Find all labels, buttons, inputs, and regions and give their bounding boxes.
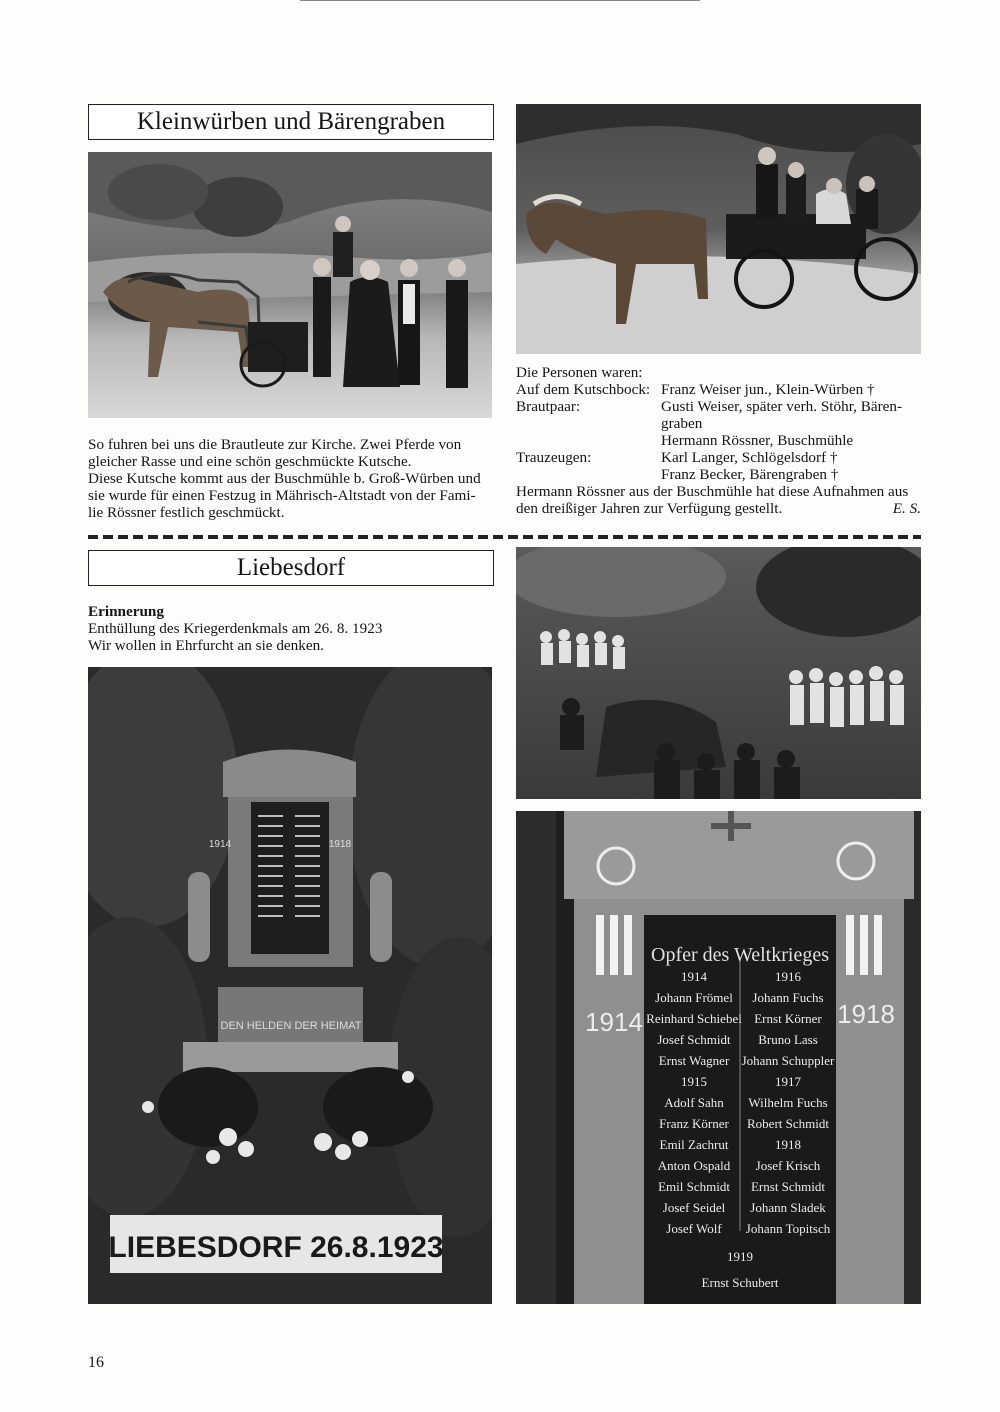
erinnerung-heading: Erinnerung bbox=[88, 603, 164, 620]
section-divider bbox=[88, 535, 921, 539]
plaque-right-entry: Ernst Körner bbox=[754, 1011, 822, 1026]
plaque-left-entry: Emil Schmidt bbox=[658, 1179, 730, 1194]
credit-line: den dreißiger Jahren zur Verfügung gestellt. E. S. bbox=[516, 500, 921, 517]
persons-list bbox=[516, 364, 921, 517]
plaque-left-entry: Anton Ospald bbox=[657, 1158, 731, 1173]
plaque-header: Opfer des Weltkrieges bbox=[651, 944, 829, 966]
plaque-right-entry: Johann Topitsch bbox=[745, 1221, 831, 1236]
plaque-left-entry: Ernst Wagner bbox=[658, 1053, 730, 1068]
erinnerung-text bbox=[88, 603, 492, 654]
plaque-left-entry: 1915 bbox=[681, 1074, 707, 1089]
plaque-footer-name: Ernst Schubert bbox=[701, 1275, 779, 1290]
plaque-right-entry: 1918 bbox=[775, 1137, 801, 1152]
monument-inscription: DEN HELDEN DER HEIMAT bbox=[220, 1020, 362, 1032]
page-top-rule bbox=[300, 0, 700, 1]
caption-line: So fuhren bei uns die Brautleute zur Kirche. Zwei Pferde von bbox=[88, 436, 462, 453]
plaque-right-entry: 1916 bbox=[775, 969, 801, 984]
section-title-kleinwuerben: Kleinwürben und Bärengraben bbox=[88, 104, 494, 140]
page-number: 16 bbox=[88, 1354, 104, 1371]
person-row: Brautpaar: Gusti Weiser, später verh. Stöhr, Bären- bbox=[516, 398, 903, 415]
plaque-right-entry: Josef Krisch bbox=[755, 1158, 821, 1173]
photo-unveiling-crowd bbox=[516, 547, 921, 799]
monument-year-right: 1918 bbox=[328, 839, 352, 850]
plaque-footer-year: 1919 bbox=[727, 1249, 753, 1264]
plaque-right-entry: Bruno Lass bbox=[758, 1032, 818, 1047]
signature: E. S. bbox=[892, 500, 921, 517]
persons-intro: Die Personen waren: bbox=[516, 364, 643, 381]
monument-banner-text: LIEBESDORF 26.8.1923 bbox=[108, 1231, 444, 1264]
plaque-left-entry: 1914 bbox=[681, 969, 707, 984]
person-row: graben bbox=[661, 415, 703, 432]
plaque-right-entry: Johann Fuchs bbox=[752, 990, 824, 1005]
photo-carriage bbox=[516, 104, 921, 354]
person-row: Auf dem Kutschbock: Franz Weiser jun., Klein-Würben † bbox=[516, 381, 875, 398]
plaque-year-left: 1914 bbox=[585, 1007, 643, 1037]
credit-line: Hermann Rössner aus der Buschmühle hat diese Aufnahmen aus bbox=[516, 483, 909, 500]
caption-line: Diese Kutsche kommt aus der Buschmühle b. Groß-Würben und bbox=[88, 470, 481, 487]
plaque-right-entry: Ernst Schmidt bbox=[750, 1179, 826, 1194]
plaque-left-entry: Josef Schmidt bbox=[657, 1032, 731, 1047]
plaque-left-entry: Josef Wolf bbox=[666, 1221, 722, 1236]
monument-year-left: 1914 bbox=[208, 839, 232, 850]
plaque-right-entry: Johann Sladek bbox=[750, 1200, 826, 1215]
erinnerung-line: Enthüllung des Kriegerdenkmals am 26. 8. 1923 bbox=[88, 620, 383, 637]
plaque-right-entry: Wilhelm Fuchs bbox=[748, 1095, 828, 1110]
plaque-left-entry: Johann Frömel bbox=[655, 990, 733, 1005]
plaque-left-entry: Josef Seidel bbox=[662, 1200, 726, 1215]
caption-line: sie wurde für einen Festzug in Mährisch-Altstadt von der Fami- bbox=[88, 487, 476, 504]
plaque-year-right: 1918 bbox=[837, 999, 895, 1029]
photo-memorial-plaque bbox=[516, 811, 921, 1304]
section-title-liebesdorf: Liebesdorf bbox=[88, 550, 494, 586]
caption-line: lie Rössner festlich geschmückt. bbox=[88, 504, 285, 521]
photo-wedding-party bbox=[88, 152, 492, 418]
person-row: Trauzeugen: Karl Langer, Schlögelsdorf † bbox=[516, 449, 838, 466]
caption-line: gleicher Rasse und eine schön geschmückte Kutsche. bbox=[88, 453, 412, 470]
plaque-right-entry: Johann Schuppler bbox=[741, 1053, 835, 1068]
plaque-right-entry: Robert Schmidt bbox=[747, 1116, 829, 1131]
plaque-left-entry: Reinhard Schiebel bbox=[646, 1011, 742, 1026]
plaque-left-entry: Franz Körner bbox=[659, 1116, 729, 1131]
person-row: Franz Becker, Bärengraben † bbox=[661, 466, 839, 483]
photo-war-memorial bbox=[88, 667, 492, 1304]
caption-wedding bbox=[88, 436, 492, 521]
plaque-left-entry: Adolf Sahn bbox=[664, 1095, 724, 1110]
plaque-right-entry: 1917 bbox=[775, 1074, 801, 1089]
person-row: Hermann Rössner, Buschmühle bbox=[661, 432, 854, 449]
plaque-left-entry: Emil Zachrut bbox=[659, 1137, 729, 1152]
erinnerung-line: Wir wollen in Ehrfurcht an sie denken. bbox=[88, 637, 324, 654]
